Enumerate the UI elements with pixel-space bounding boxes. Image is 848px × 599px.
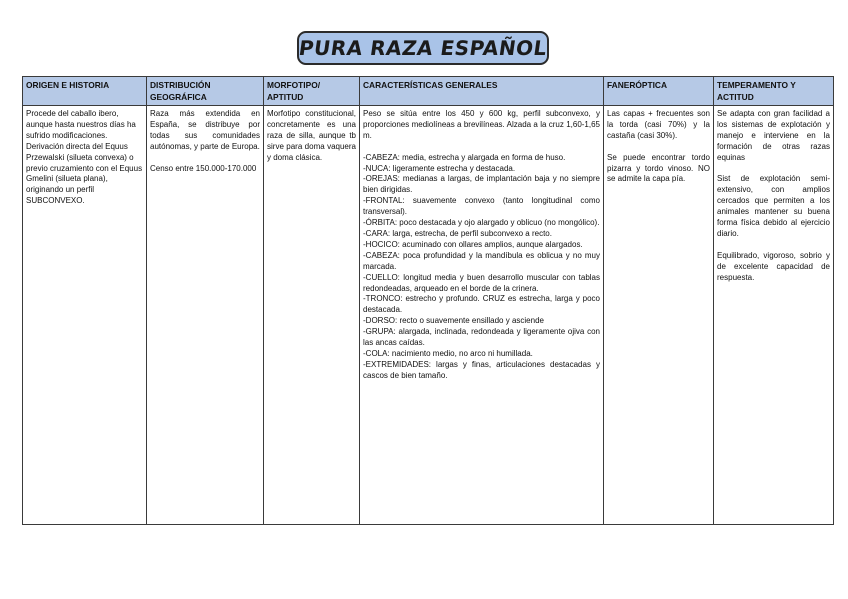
cell-temperamento: [714, 106, 834, 525]
header-origen: ORIGEN E HISTORIA: [23, 77, 147, 106]
cell-distribucion: [147, 106, 264, 525]
faneroptica-text: Las capas + frecuentes son la torda (casi 70%) y la castaña (casi 30%). Se puede encontrar tordo pizarra y tordo vinoso. NO se admite la capa pía.: [607, 109, 710, 184]
temperamento-text: Se adapta con gran facilidad a los sistemas de explotación y manejo e interviene en la formación de otras razas equinas Sist de explotación semi-extensivo, con amplios cercados que permiten a los animales mantener su buena forma física debido al ejercicio diario. Equilibrado, vigoroso, sobrio y de excelente capacidad de respuesta.: [717, 109, 830, 282]
breed-table: [22, 76, 834, 525]
origen-text: Procede del caballo ibero, aunque hasta nuestros días ha sufrido modificaciones. Derivación directa del Equus Przewalski (silueta convexa) o previo cruzamiento con el Equus Gmelini (silueta plana), originando un perfil SUBCONVEXO.: [26, 109, 143, 206]
table-row: [23, 106, 834, 525]
header-faneroptica: FANERÓPTICA: [604, 77, 714, 106]
table-header-row: [23, 77, 834, 106]
cell-origen: [23, 106, 147, 525]
morfotipo-text: Morfotipo constitucional, concretamente es una raza de silla, aunque tb sirve para doma vaquera y doma clásica.: [267, 109, 356, 162]
cell-caracteristicas: [360, 106, 604, 525]
distribucion-text: Raza más extendida en España, se distribuye por todas sus comunidades autónomas, y parte de Europa. Censo entre 150.000-170.000: [150, 109, 260, 173]
cell-faneroptica: [604, 106, 714, 525]
title-badge: [297, 31, 549, 65]
caracteristicas-text: Peso se sitúa entre los 450 y 600 kg, perfil subconvexo, y proporciones mediolíneas a brevilíneas. Alzada a la cruz 1,60-1,65 m. -CABEZA: media, estrecha y alargada en forma de huso. -NUCA: ligeramente estrecha y destacada. -OREJAS: medianas a largas, de implantación baja y no siempre bien dirigidas. -FRONTAL: suavemente convexo (tanto longitudinal como transversal). -ÓRBITA: poco destacada y ojo alargado y oblicuo (no mongólico). -CARA: larga, estrecha, de perfil subconvexo a recto. -HOCICO: acuminado con ollares amplios, aunque alargados. -CABEZA: poca profundidad y la mandíbula es oblicua y no muy marcada. -CUELLO: longitud media y buen desarrollo muscular con tablas redondeadas, arqueado en el borde de la crinera. -TRONCO: estrecho y profundo. CRUZ es estrecha, larga y poco destacada. -DORSO: recto o suavemente ensillado y asciende -GRUPA: alargada, inclinada, redondeada y ligeramente ojiva con las ancas caídas. -COLA: nacimiento medio, no arco ni humillada. -EXTREMIDADES: largas y finas, articulaciones destacadas y cascos de bien tamaño.: [363, 109, 600, 380]
page-title: PURA RAZA ESPAÑOL: [297, 36, 549, 60]
header-caracteristicas: CARACTERÍSTICAS GENERALES: [360, 77, 604, 106]
cell-morfotipo: [264, 106, 360, 525]
header-temperamento: TEMPERAMENTO Y ACTITUD: [714, 77, 834, 106]
header-distribucion: DISTRIBUCIÓN GEOGRÁFICA: [147, 77, 264, 106]
header-morfotipo: MORFOTIPO/ APTITUD: [264, 77, 360, 106]
